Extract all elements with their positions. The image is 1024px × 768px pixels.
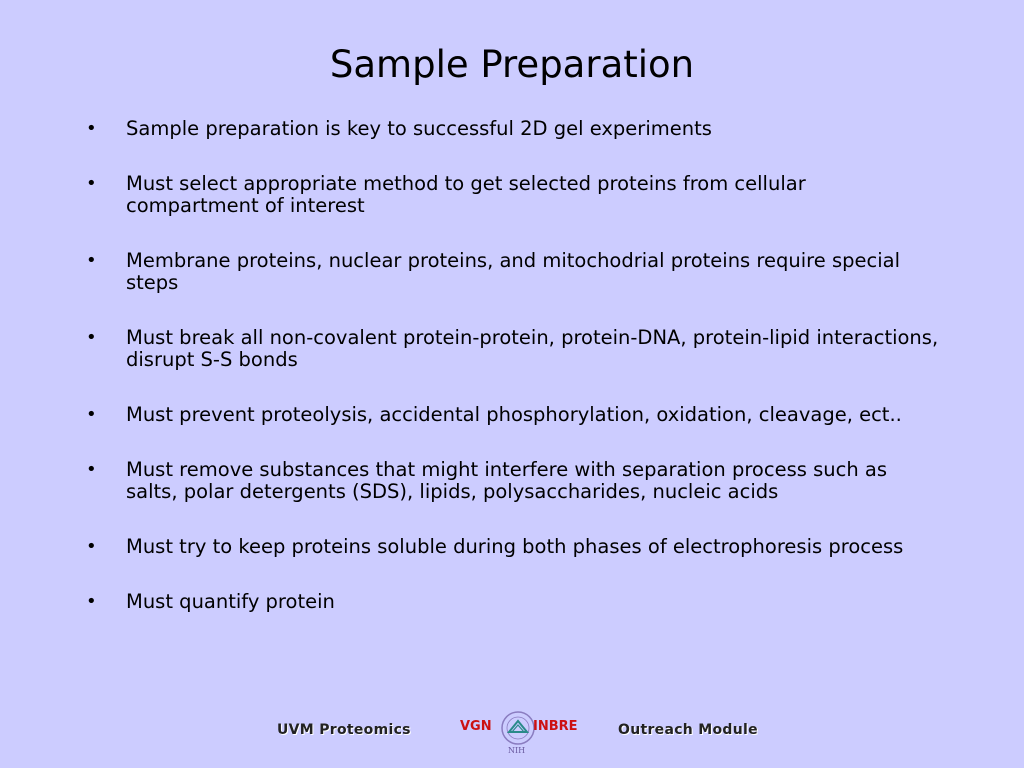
bullet-item: [84, 250, 944, 294]
bullet-marker: •: [86, 591, 97, 612]
bullet-marker: •: [86, 536, 97, 557]
bullet-text: Must try to keep proteins soluble during both phases of electrophoresis process: [126, 535, 904, 558]
bullet-marker: •: [86, 459, 97, 480]
footer-right-label: Outreach Module: [618, 722, 758, 738]
bullet-marker: •: [86, 173, 97, 194]
bullet-text: Must prevent proteolysis, accidental phosphorylation, oxidation, cleavage, ect..: [126, 403, 902, 426]
bullet-item: [84, 459, 944, 503]
logo-bottom-label: NIH: [508, 746, 526, 755]
bullet-item: [84, 327, 944, 371]
bullet-text: Must quantify protein: [126, 590, 335, 613]
slide-title: Sample Preparation: [329, 43, 695, 86]
bullet-text: Must select appropriate method to get selected proteins from cellular compartment of interest: [126, 172, 806, 217]
bullet-item: [84, 173, 944, 217]
bullet-item: [84, 591, 944, 613]
logo-left-label: VGN: [460, 719, 492, 734]
bullet-text: Membrane proteins, nuclear proteins, and mitochodrial proteins require special steps: [126, 249, 900, 294]
bullet-marker: •: [86, 404, 97, 425]
bullet-text: Must break all non-covalent protein-protein, protein-DNA, protein-lipid interactions, disrupt S-S bonds: [126, 326, 939, 371]
bullet-item: [84, 536, 944, 558]
bullet-item: [84, 118, 944, 140]
vgn-inbre-logo: [456, 708, 580, 758]
footer-left-label: UVM Proteomics: [277, 722, 411, 738]
footer: [0, 708, 1024, 758]
bullet-marker: •: [86, 327, 97, 348]
bullet-item: [84, 404, 944, 426]
bullet-text: Sample preparation is key to successful 2D gel experiments: [126, 117, 712, 140]
bullet-list: [84, 118, 944, 646]
bullet-marker: •: [86, 118, 97, 139]
logo-right-label: INBRE: [533, 719, 578, 734]
bullet-text: Must remove substances that might interfere with separation process such as salts, polar detergents (SDS), lipids, polysaccharides, nucleic acids: [126, 458, 888, 503]
bullet-marker: •: [86, 250, 97, 271]
